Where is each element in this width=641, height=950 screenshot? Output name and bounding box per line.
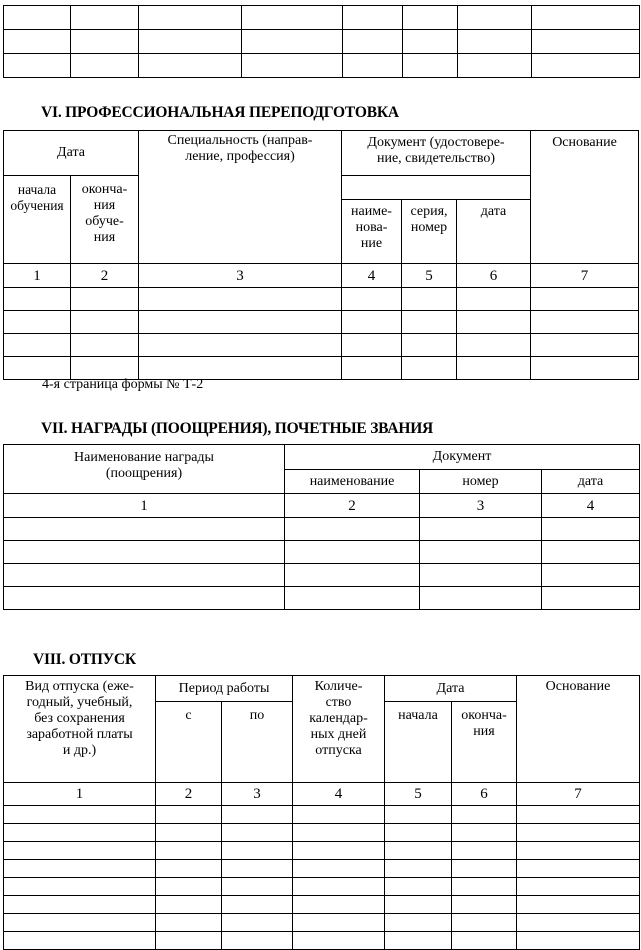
column-number-5: 5 bbox=[385, 783, 452, 806]
table-cell[interactable] bbox=[4, 564, 285, 587]
table-cell[interactable] bbox=[293, 806, 385, 824]
table-cell[interactable] bbox=[71, 311, 139, 334]
column-number-3: 3 bbox=[420, 494, 542, 518]
header-award-document: Документ bbox=[285, 445, 640, 470]
table-cell[interactable] bbox=[4, 518, 285, 541]
header-doc-series: серия, номер bbox=[402, 200, 457, 264]
table-cell[interactable] bbox=[457, 288, 531, 311]
section-7-title: VII. НАГРАДЫ (ПООЩРЕНИЯ), ПОЧЕТНЫЕ ЗВАНИЯ bbox=[41, 420, 434, 437]
header-period-from: с bbox=[156, 702, 222, 783]
header-period-to: по bbox=[222, 702, 293, 783]
retraining-table bbox=[3, 130, 639, 380]
header-date-end: оконча- ния bbox=[452, 702, 517, 783]
column-number-2: 2 bbox=[71, 264, 139, 288]
header-date-start: начала bbox=[385, 702, 452, 783]
table-cell[interactable] bbox=[452, 842, 517, 860]
top-table-body bbox=[4, 6, 640, 78]
header-study-end: оконча- ния обуче- ния bbox=[71, 176, 139, 264]
header-study-start: начала обучения bbox=[4, 176, 71, 264]
header-award-doc-name: наименование bbox=[285, 470, 420, 494]
table-cell[interactable] bbox=[342, 311, 402, 334]
table-row bbox=[4, 30, 640, 54]
column-number-1: 1 bbox=[4, 264, 71, 288]
table-cell[interactable] bbox=[4, 587, 285, 610]
column-number-4: 4 bbox=[342, 264, 402, 288]
header-leave-basis: Основание bbox=[517, 676, 640, 783]
table-cell[interactable] bbox=[385, 932, 452, 950]
table-cell[interactable] bbox=[139, 54, 242, 78]
table-row bbox=[4, 311, 639, 334]
column-number-1: 1 bbox=[4, 783, 156, 806]
table-cell[interactable] bbox=[293, 932, 385, 950]
table-cell[interactable] bbox=[403, 30, 458, 54]
table-cell[interactable] bbox=[452, 860, 517, 878]
table-cell[interactable] bbox=[531, 357, 639, 380]
table-cell[interactable] bbox=[517, 896, 640, 914]
table-row bbox=[4, 518, 640, 541]
retraining-table-body bbox=[4, 131, 639, 380]
table-row bbox=[4, 288, 639, 311]
table-cell[interactable] bbox=[293, 824, 385, 842]
table-row bbox=[4, 564, 640, 587]
table-cell[interactable] bbox=[139, 30, 242, 54]
header-leave-date: Дата bbox=[385, 676, 517, 702]
header-date: Дата bbox=[4, 131, 139, 176]
table-cell[interactable] bbox=[4, 842, 156, 860]
table-cell[interactable] bbox=[342, 288, 402, 311]
table-cell[interactable] bbox=[293, 878, 385, 896]
table-row bbox=[4, 914, 640, 932]
table-cell[interactable] bbox=[4, 878, 156, 896]
leave-table bbox=[3, 675, 640, 950]
column-number-6: 6 bbox=[457, 264, 531, 288]
table-cell[interactable] bbox=[385, 842, 452, 860]
table-cell[interactable] bbox=[403, 6, 458, 30]
table-cell[interactable] bbox=[343, 6, 403, 30]
table-cell[interactable] bbox=[139, 334, 342, 357]
header-days: Количе- ство календар- ных дней отпуска bbox=[293, 676, 385, 783]
column-number-3: 3 bbox=[139, 264, 342, 288]
table-cell[interactable] bbox=[457, 357, 531, 380]
table-cell[interactable] bbox=[402, 334, 457, 357]
table-cell[interactable] bbox=[4, 6, 71, 30]
table-row bbox=[4, 6, 640, 30]
table-cell[interactable] bbox=[452, 806, 517, 824]
table-cell[interactable] bbox=[452, 824, 517, 842]
table-cell[interactable] bbox=[457, 311, 531, 334]
table-cell[interactable] bbox=[71, 6, 139, 30]
column-number-row bbox=[4, 783, 640, 806]
header-basis: Основание bbox=[531, 131, 639, 264]
table-cell[interactable] bbox=[4, 30, 71, 54]
table-cell[interactable] bbox=[517, 842, 640, 860]
header-award-doc-date: дата bbox=[542, 470, 640, 494]
table-cell[interactable] bbox=[402, 311, 457, 334]
table-cell[interactable] bbox=[285, 564, 420, 587]
column-number-1: 1 bbox=[4, 494, 285, 518]
table-cell[interactable] bbox=[420, 518, 542, 541]
table-cell[interactable] bbox=[242, 54, 343, 78]
table-cell[interactable] bbox=[402, 357, 457, 380]
column-number-5: 5 bbox=[402, 264, 457, 288]
table-cell[interactable] bbox=[343, 30, 403, 54]
column-number-4: 4 bbox=[293, 783, 385, 806]
table-cell[interactable] bbox=[4, 860, 156, 878]
table-cell[interactable] bbox=[531, 288, 639, 311]
table-cell[interactable] bbox=[385, 860, 452, 878]
table-cell[interactable] bbox=[4, 914, 156, 932]
table-cell[interactable] bbox=[4, 896, 156, 914]
awards-table bbox=[3, 444, 640, 610]
table-cell[interactable] bbox=[285, 518, 420, 541]
leave-table-body bbox=[4, 676, 640, 950]
table-cell[interactable] bbox=[517, 860, 640, 878]
column-number-6: 6 bbox=[452, 783, 517, 806]
table-cell[interactable] bbox=[4, 806, 156, 824]
table-cell[interactable] bbox=[517, 932, 640, 950]
table-cell[interactable] bbox=[293, 860, 385, 878]
table-cell[interactable] bbox=[4, 932, 156, 950]
section-6-title: VI. ПРОФЕССИОНАЛЬНАЯ ПЕРЕПОДГОТОВКА bbox=[41, 104, 399, 121]
column-number-4: 4 bbox=[542, 494, 640, 518]
table-cell[interactable] bbox=[420, 541, 542, 564]
table-cell[interactable] bbox=[139, 311, 342, 334]
table-cell[interactable] bbox=[403, 54, 458, 78]
table-cell[interactable] bbox=[542, 518, 640, 541]
table-cell[interactable] bbox=[222, 932, 293, 950]
table-cell[interactable] bbox=[71, 288, 139, 311]
section-8-title: VIII. ОТПУСК bbox=[33, 651, 136, 668]
column-number-7: 7 bbox=[531, 264, 639, 288]
table-cell[interactable] bbox=[542, 587, 640, 610]
table-row bbox=[4, 824, 640, 842]
table-cell[interactable] bbox=[222, 896, 293, 914]
table-cell[interactable] bbox=[385, 914, 452, 932]
table-cell[interactable] bbox=[139, 6, 242, 30]
table-cell[interactable] bbox=[420, 564, 542, 587]
table-row bbox=[4, 334, 639, 357]
table-cell[interactable] bbox=[385, 878, 452, 896]
table-cell[interactable] bbox=[293, 914, 385, 932]
table-cell[interactable] bbox=[156, 896, 222, 914]
column-number-row bbox=[4, 494, 640, 518]
table-cell[interactable] bbox=[343, 54, 403, 78]
header-award-name: Наименование награды (поощрения) bbox=[4, 445, 285, 494]
header-award-doc-number: номер bbox=[420, 470, 542, 494]
table-cell[interactable] bbox=[285, 587, 420, 610]
column-number-2: 2 bbox=[285, 494, 420, 518]
table-cell[interactable] bbox=[531, 311, 639, 334]
table-cell[interactable] bbox=[156, 860, 222, 878]
table-cell[interactable] bbox=[71, 54, 139, 78]
table-cell[interactable] bbox=[139, 288, 342, 311]
table-cell[interactable] bbox=[385, 806, 452, 824]
table-cell[interactable] bbox=[342, 357, 402, 380]
table-cell[interactable] bbox=[458, 54, 532, 78]
table-cell[interactable] bbox=[452, 878, 517, 896]
table-row bbox=[4, 541, 640, 564]
column-number-7: 7 bbox=[517, 783, 640, 806]
table-cell[interactable] bbox=[517, 806, 640, 824]
column-number-3: 3 bbox=[222, 783, 293, 806]
table-cell[interactable] bbox=[222, 878, 293, 896]
table-cell[interactable] bbox=[4, 824, 156, 842]
table-cell[interactable] bbox=[458, 6, 532, 30]
table-row bbox=[4, 842, 640, 860]
table-cell[interactable] bbox=[4, 311, 71, 334]
header-doc-date: дата bbox=[457, 200, 531, 264]
column-number-2: 2 bbox=[156, 783, 222, 806]
table-cell[interactable] bbox=[4, 541, 285, 564]
table-cell[interactable] bbox=[156, 914, 222, 932]
table-cell[interactable] bbox=[4, 288, 71, 311]
header-document: Документ (удостовере- ние, свидетельство) bbox=[342, 131, 531, 176]
table-cell[interactable] bbox=[452, 932, 517, 950]
header-specialty: Специальность (направ- ление, профессия) bbox=[139, 131, 342, 264]
table-cell[interactable] bbox=[222, 860, 293, 878]
table-cell[interactable] bbox=[532, 30, 640, 54]
table-cell[interactable] bbox=[542, 564, 640, 587]
table-row bbox=[4, 896, 640, 914]
table-cell[interactable] bbox=[458, 30, 532, 54]
table-cell[interactable] bbox=[156, 806, 222, 824]
page-note: 4-я страница формы № Т-2 bbox=[42, 377, 204, 392]
table-cell[interactable] bbox=[452, 896, 517, 914]
table-cell[interactable] bbox=[293, 842, 385, 860]
table-row bbox=[4, 587, 640, 610]
table-cell[interactable] bbox=[532, 6, 640, 30]
table-cell[interactable] bbox=[402, 288, 457, 311]
table-row bbox=[4, 54, 640, 78]
table-cell[interactable] bbox=[222, 914, 293, 932]
table-cell[interactable] bbox=[342, 334, 402, 357]
table-cell[interactable] bbox=[242, 30, 343, 54]
table-cell[interactable] bbox=[532, 54, 640, 78]
table-cell[interactable] bbox=[285, 541, 420, 564]
header-doc-name: наиме- нова- ние bbox=[342, 200, 402, 264]
table-row bbox=[4, 932, 640, 950]
table-row bbox=[4, 878, 640, 896]
table-cell[interactable] bbox=[4, 54, 71, 78]
table-cell[interactable] bbox=[420, 587, 542, 610]
awards-table-body bbox=[4, 445, 640, 610]
table-cell[interactable] bbox=[222, 806, 293, 824]
table-cell[interactable] bbox=[452, 914, 517, 932]
table-cell[interactable] bbox=[293, 896, 385, 914]
header-work-period: Период работы bbox=[156, 676, 293, 702]
table-cell[interactable] bbox=[517, 878, 640, 896]
table-cell[interactable] bbox=[156, 932, 222, 950]
top-continuation-table bbox=[3, 5, 640, 78]
table-row bbox=[4, 806, 640, 824]
table-cell[interactable] bbox=[531, 334, 639, 357]
table-cell[interactable] bbox=[517, 824, 640, 842]
table-cell[interactable] bbox=[71, 30, 139, 54]
table-cell[interactable] bbox=[222, 842, 293, 860]
table-cell[interactable] bbox=[156, 824, 222, 842]
header-leave-type: Вид отпуска (еже- годный, учебный, без сохранения заработной платы и др.) bbox=[4, 676, 156, 783]
table-cell[interactable] bbox=[222, 824, 293, 842]
column-number-row bbox=[4, 264, 639, 288]
table-cell[interactable] bbox=[385, 824, 452, 842]
table-cell[interactable] bbox=[517, 914, 640, 932]
table-cell[interactable] bbox=[385, 896, 452, 914]
table-row bbox=[4, 860, 640, 878]
table-cell[interactable] bbox=[156, 842, 222, 860]
table-cell[interactable] bbox=[542, 541, 640, 564]
table-cell[interactable] bbox=[71, 334, 139, 357]
table-cell[interactable] bbox=[457, 334, 531, 357]
table-cell[interactable] bbox=[4, 334, 71, 357]
table-cell[interactable] bbox=[156, 878, 222, 896]
table-cell[interactable] bbox=[242, 6, 343, 30]
